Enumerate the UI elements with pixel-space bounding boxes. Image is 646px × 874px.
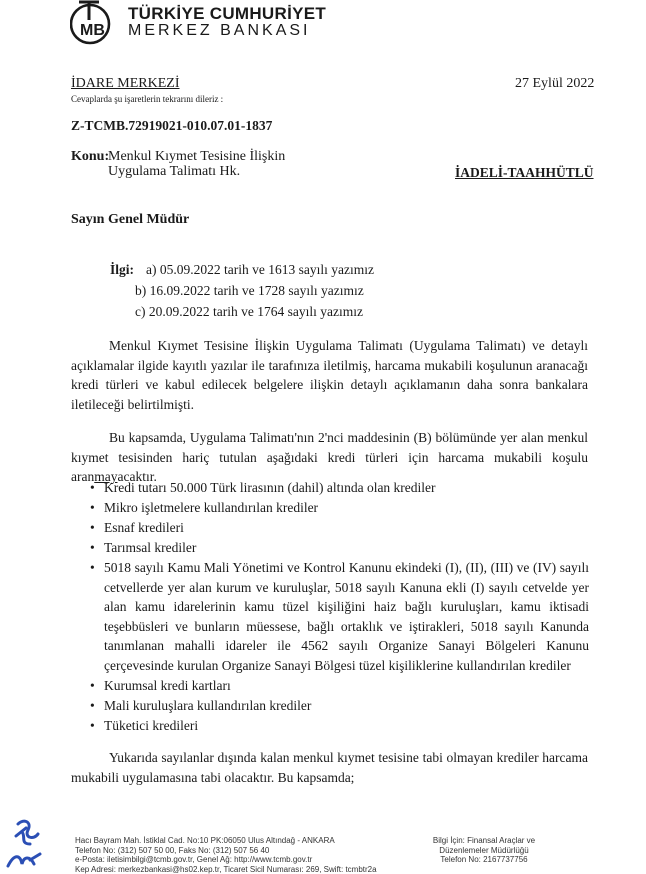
svg-text:MB: MB: [80, 22, 105, 39]
subject-line2: Uygulama Talimatı Hk.: [108, 164, 241, 179]
list-item-text: Tüketici kredileri: [104, 717, 199, 733]
list-item: [71, 518, 589, 538]
letter-date: 27 Eylül 2022: [515, 76, 595, 91]
bullet-icon: •: [90, 717, 95, 733]
ilgi-label: İlgi:: [110, 262, 135, 277]
subject-label: Konu:: [71, 149, 110, 164]
credit-type-list: [71, 478, 589, 736]
subject-line1: Menkul Kıymet Tesisine İlişkin: [108, 149, 286, 164]
bullet-icon: •: [90, 519, 95, 535]
signature-mark-2-icon: [4, 850, 44, 870]
bullet-icon: •: [90, 539, 95, 555]
footer-line: Kep Adresi: merkezbankasi@hs02.kep.tr, Ticaret Sicil Numarası: 269, Swift: tcmbtr2a: [75, 864, 377, 874]
paragraph-1: Menkul Kıymet Tesisine İlişkin Uygulama Talimatı (Uygulama Talimatı) ve detaylı açıklamalar ilgide kayıtlı yazılar ile tarafınıza iletilmiş, harcama mukabili koşulunun aranacağı kredi türleri ve kabul edilecek belgelere ilişkin detaylı açıklamanın daha sonra bankalara iletileceği belirtilmişti.: [71, 338, 588, 412]
list-item-text: Kredi tutarı 50.000 Türk lirasının (dahil) altında olan krediler: [104, 480, 436, 495]
bank-name-line2: MERKEZ BANKASI: [128, 22, 311, 39]
list-item-text: Kurumsal kredi kartları: [104, 677, 231, 693]
signature-mark-icon: [12, 816, 42, 848]
bullet-icon: •: [90, 697, 95, 713]
ilgi-item-c: c) 20.09.2022 tarih ve 1764 sayılı yazımız: [135, 304, 363, 319]
paragraph-3: Yukarıda sayılanlar dışında kalan menkul kıymet tesisine tabi olmayan krediler harcama mukabili uygulamasına tabi olacaktır. Bu kapsamda;: [71, 750, 588, 785]
paragraph-2-start: Bu kapsamda, Uygulama Talimatı'nın 2'nci maddesinin (B) bölümünde yer alan menkul kıymet tesisinden hariç tutulan aşağıdaki kredi türleri için harcama mukabili koşulu aran: [71, 430, 588, 485]
salutation: Sayın Genel Müdür: [71, 212, 190, 227]
footer-line: Telefon No: 2167737756: [440, 855, 528, 865]
list-item-text: Mikro işletmelere kullandırılan krediler: [104, 499, 319, 515]
ilgi-item-a: a) 05.09.2022 tarih ve 1613 sayılı yazımız: [146, 262, 374, 277]
list-item: [71, 716, 589, 736]
list-item: [71, 696, 589, 716]
bullet-icon: •: [90, 677, 95, 693]
reference-number: Z-TCMB.72919021-010.07.01-1837: [71, 118, 273, 133]
footer-address: [75, 836, 377, 874]
footer-line: Düzenlemeler Müdürlüğü: [439, 845, 529, 855]
list-item: [71, 676, 589, 696]
tcmb-logo-icon: [70, 0, 120, 45]
footer-contact: [432, 836, 536, 865]
paragraph-2-end: acaktır.: [117, 469, 157, 485]
paragraph-2-underlined: may: [94, 469, 118, 485]
bullet-icon: •: [90, 480, 95, 495]
ilgi-item-b: b) 16.09.2022 tarih ve 1728 sayılı yazımız: [135, 283, 364, 298]
list-item-text: Mali kuruluşlara kullandırılan krediler: [104, 697, 312, 713]
list-item-text: Esnaf kredileri: [104, 519, 184, 535]
list-item: [71, 498, 589, 518]
bank-name-line1: TÜRKİYE CUMHURİYET: [128, 4, 327, 23]
footer-line: Telefon No: (312) 507 50 00, Faks No: (312) 507 56 40: [75, 845, 270, 855]
bullet-icon: •: [90, 499, 95, 515]
office-title: İDARE MERKEZİ: [71, 76, 180, 91]
delivery-type: İADELİ-TAAHHÜTLÜ: [455, 165, 594, 180]
list-item: [71, 478, 589, 498]
footer-line: e-Posta: iletisimbilgi@tcmb.gov.tr, Genel Ağ: http://www.tcmb.gov.tr: [75, 855, 313, 865]
footer-line: Hacı Bayram Mah. İstiklal Cad. No:10 PK:06050 Ulus Altındağ - ANKARA: [75, 836, 335, 845]
reply-note: Cevaplarda şu işaretlerin tekrarını dileriz :: [71, 94, 224, 104]
list-item-text: 5018 sayılı Kamu Mali Yönetimi ve Kontrol Kanunu ekindeki (I), (II), (III) ve (IV) sayılı cetvellerde yer alan kurum ve kuruluşlar, 5018 sayılı Kanuna ekli (I) sayılı cetvelde yer alan kamu idarelerinin kamu tüzel kişiliğini haiz bağlı kuruluşları, kamu iktisadi teşebbüsleri ve bunların müessese, bağlı ortaklık ve iştirakleri, 5018 sayılı Kanunda tanımlanan mahalli idareler ile 4562 sayılı Organize Sanayi Bölgeleri Kanunu çerçevesinde kurulan Organize Sanayi Bölgesi tüzel kişiliklerine kullandırılan krediler: [104, 559, 589, 673]
list-item: [71, 538, 589, 558]
bullet-icon: •: [90, 559, 95, 575]
list-item: [71, 558, 589, 676]
footer-line: Bilgi İçin: Finansal Araçlar ve: [432, 836, 536, 845]
list-item-text: Tarımsal krediler: [104, 539, 197, 555]
